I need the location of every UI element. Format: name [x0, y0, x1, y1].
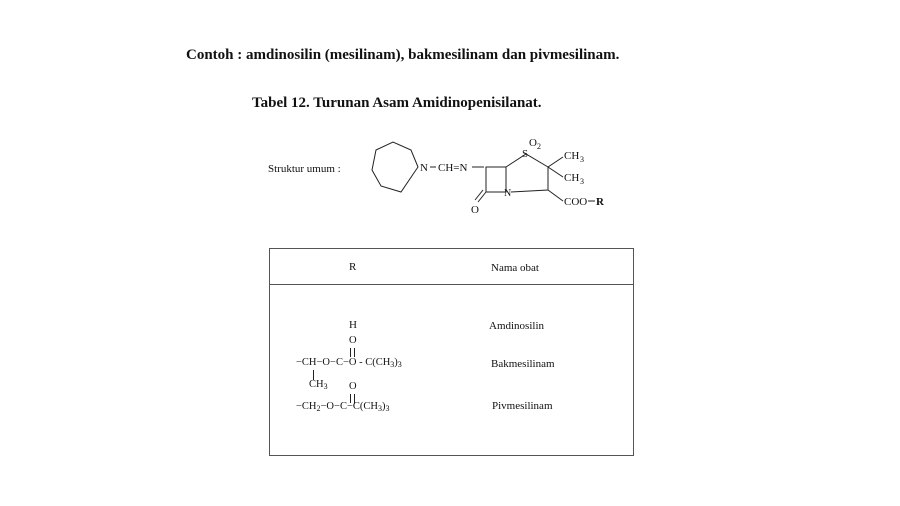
header-rule — [270, 284, 633, 285]
row2-carbonyl-o: O — [349, 335, 357, 346]
row2-chain: $-CH-O-C-O - C(CH_3)_3$ — [296, 357, 402, 369]
general-structure-diagram — [360, 130, 620, 220]
carbonyl-o: O — [471, 204, 479, 216]
ring-n: N — [504, 188, 512, 199]
methyl-2: CH — [564, 172, 580, 184]
row3-carbonyl-o: O — [349, 381, 357, 392]
row1-r: H — [349, 319, 357, 331]
imine-linker: CH=N — [438, 162, 468, 174]
methyl-1-sub: 3 — [580, 155, 584, 164]
methyl-2-sub: 3 — [580, 177, 584, 186]
row2-drug: Bakmesilinam — [491, 358, 555, 370]
structure-label: Struktur umum : — [268, 163, 341, 175]
header-drug-name: Nama obat — [491, 262, 539, 274]
sulfur-s: S — [522, 148, 529, 160]
sulfone-o: O — [529, 137, 537, 149]
table-caption: Tabel 12. Turunan Asam Amidinopenisilanat. — [252, 95, 542, 111]
beta-lactam-ring — [486, 167, 506, 192]
r-group-table — [269, 248, 634, 456]
amine-n: N — [420, 162, 428, 174]
row2-carbonyl-bond — [350, 348, 355, 357]
header-r: R — [349, 261, 357, 273]
row3-drug: Pivmesilinam — [492, 400, 553, 412]
ester-coo: COO — [564, 196, 588, 208]
row1-drug: Amdinosilin — [489, 320, 545, 332]
azepane-ring — [372, 142, 418, 192]
example-line: Contoh : amdinosilin (mesilinam), bakmesilinam dan pivmesilinam. — [186, 47, 620, 63]
row3-chain: $-CH_2-O-C-C(CH_3)_3$ — [296, 401, 390, 413]
r-group: R — [596, 196, 604, 208]
methyl-1: CH — [564, 150, 580, 162]
sulfone-o-sub: 2 — [537, 142, 541, 151]
row2-methyl: $CH_3$ — [309, 379, 328, 391]
